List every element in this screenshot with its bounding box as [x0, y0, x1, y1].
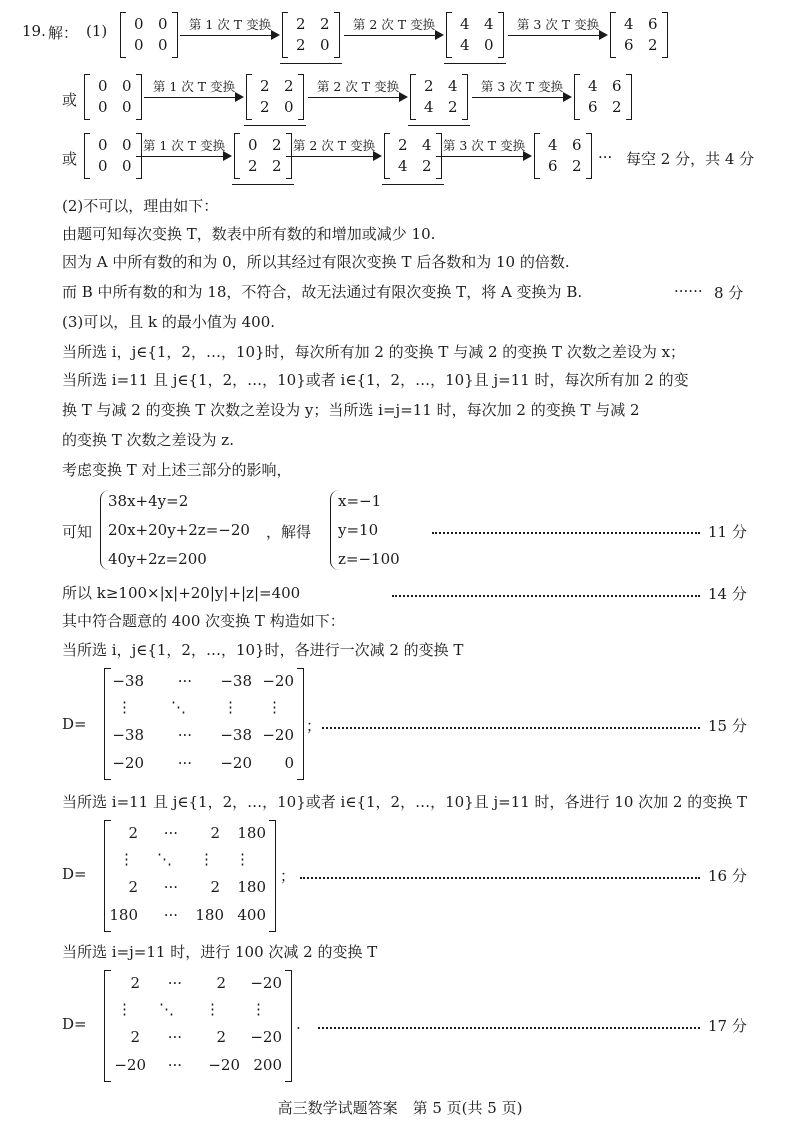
- case1-line: 当所选 i，j∈{1，2，…，10}时，各进行一次减 2 的变换 T: [62, 641, 464, 659]
- dots-16: [300, 877, 700, 879]
- part1-trailing-dots: ···: [598, 148, 613, 166]
- solve-word: ，解得: [266, 523, 312, 541]
- arrow-r1-1: 第 1 次 T 变换: [180, 18, 280, 38]
- matrix-r1-m2: 2 2 2 0: [282, 12, 340, 58]
- solution-y: y=10: [338, 521, 379, 539]
- part3-line-1: (3)可以，且 k 的最小值为 400.: [62, 313, 276, 331]
- solution-x: x=−1: [338, 492, 382, 510]
- part2-score-dots: ······: [674, 282, 703, 300]
- page-footer: 高三数学试题答案 第 5 页(共 5 页): [277, 1099, 523, 1117]
- equation-1: 38x+4y=2: [108, 492, 189, 510]
- part2-score: 8 分: [714, 284, 744, 302]
- part3-line-4: 换 T 与减 2 的变换 T 次数之差设为 y；当所选 i=j=11 时，每次加 2 的变换 T 与减 2: [62, 401, 640, 419]
- case3-line: 当所选 i=j=11 时，进行 100 次减 2 的变换 T: [62, 943, 378, 961]
- matrix-r3-m1: 0 0 0 0: [84, 133, 142, 179]
- dots-17: [318, 1027, 700, 1029]
- score-14: 14 分: [708, 585, 747, 603]
- matrix-r1-m4: 4 6 6 2: [610, 12, 668, 58]
- matrix-r3-m4: 4 6 6 2: [534, 133, 592, 179]
- part3-line-2: 当所选 i，j∈{1，2，…，10}时，每次所有加 2 的变换 T 与减 2 的变换 T 次数之差设为 x；: [62, 343, 686, 361]
- arrow-r1-2: 第 2 次 T 变换: [344, 18, 444, 38]
- construct-line: 其中符合题意的 400 次变换 T 构造如下：: [62, 612, 345, 630]
- equation-3: 40y+2z=200: [108, 550, 207, 568]
- matrix-r2-m4: 4 6 6 2: [574, 74, 632, 120]
- matrix-r2-m1: 0 0 0 0: [84, 74, 142, 120]
- part1-score: 每空 2 分，共 4 分: [626, 150, 755, 168]
- d-label-1: D=: [62, 715, 87, 733]
- matrix-d-2: 2 ··· 2 180 ⋮ ⋱ ⋮ ⋮ 2 ··· 2 180 180 ··· 180 400: [104, 820, 276, 932]
- arrow-r3-1: 第 1 次 T 变换: [136, 139, 232, 159]
- matrix-r2-m2: 2 2 2 0: [246, 74, 304, 120]
- dots-15: [322, 727, 700, 729]
- arrow-r2-3: 第 3 次 T 变换: [472, 80, 572, 100]
- dots-14: [392, 595, 700, 597]
- k-line: 所以 k≥100×|x|+20|y|+|z|=400: [62, 584, 301, 602]
- part1-label: (1): [86, 22, 108, 40]
- semicolon-1: ；: [306, 717, 322, 735]
- matrix-r3-m3: 2 4 4 2: [384, 133, 442, 179]
- equation-2: 20x+20y+2z=−20: [108, 521, 250, 539]
- problem-number: 19.: [22, 22, 46, 40]
- semicolon-2: ；: [280, 867, 296, 885]
- arrow-r3-3: 第 3 次 T 变换: [436, 139, 532, 159]
- matrix-r1-m3: 4 4 4 0: [446, 12, 504, 58]
- matrix-r1-m1: 0 0 0 0: [120, 12, 178, 58]
- period-3: .: [296, 1015, 301, 1033]
- or-label-1: 或: [62, 91, 78, 109]
- case2-line: 当所选 i=11 且 j∈{1，2，…，10}或者 i∈{1，2，…，10}且 j=11 时，各进行 10 次加 2 的变换 T: [62, 793, 748, 811]
- system-prefix: 可知: [62, 523, 93, 541]
- part2-line-4: 而 B 中所有数的和为 18，不符合，故无法通过有限次变换 T，将 A 变换为 B.: [62, 283, 583, 301]
- part2-line-3: 因为 A 中所有数的和为 0，所以其经过有限次变换 T 后各数和为 10 的倍数.: [62, 253, 570, 271]
- matrix-r3-m2: 0 2 2 2: [234, 133, 292, 179]
- score-17: 17 分: [708, 1017, 747, 1035]
- or-label-2: 或: [62, 150, 78, 168]
- matrix-d-3: 2 ··· 2 −20 ⋮ ⋱ ⋮ ⋮ 2 ··· 2 −20 −20 ··· −20 200: [104, 970, 292, 1082]
- score-11: 11 分: [708, 523, 747, 541]
- part3-line-3: 当所选 i=11 且 j∈{1，2，…，10}或者 i∈{1，2，…，10}且 j=11 时，每次所有加 2 的变: [62, 371, 689, 389]
- matrix-d-1: −38 ··· −38 −20 ⋮ ⋱ ⋮ ⋮ −38 ··· −38 −20 −20 ··· −20 0: [104, 668, 304, 780]
- d-label-3: D=: [62, 1015, 87, 1033]
- arrow-r1-3: 第 3 次 T 变换: [508, 18, 608, 38]
- score-16: 16 分: [708, 867, 747, 885]
- d-label-2: D=: [62, 865, 87, 883]
- part2-line-1: (2)不可以，理由如下：: [62, 197, 219, 215]
- score-15: 15 分: [708, 717, 747, 735]
- arrow-r2-1: 第 1 次 T 变换: [144, 80, 244, 100]
- solution-z: z=−100: [338, 550, 400, 568]
- solve-label: 解：: [48, 24, 79, 42]
- arrow-r3-2: 第 2 次 T 变换: [286, 139, 382, 159]
- matrix-r2-m3: 2 4 4 2: [410, 74, 468, 120]
- part3-line-6: 考虑变换 T 对上述三部分的影响，: [62, 461, 292, 479]
- arrow-r2-2: 第 2 次 T 变换: [308, 80, 408, 100]
- dots-11: [432, 532, 700, 534]
- part2-line-2: 由题可知每次变换 T，数表中所有数的和增加或减少 10.: [62, 225, 436, 243]
- part3-line-5: 的变换 T 次数之差设为 z.: [62, 431, 234, 449]
